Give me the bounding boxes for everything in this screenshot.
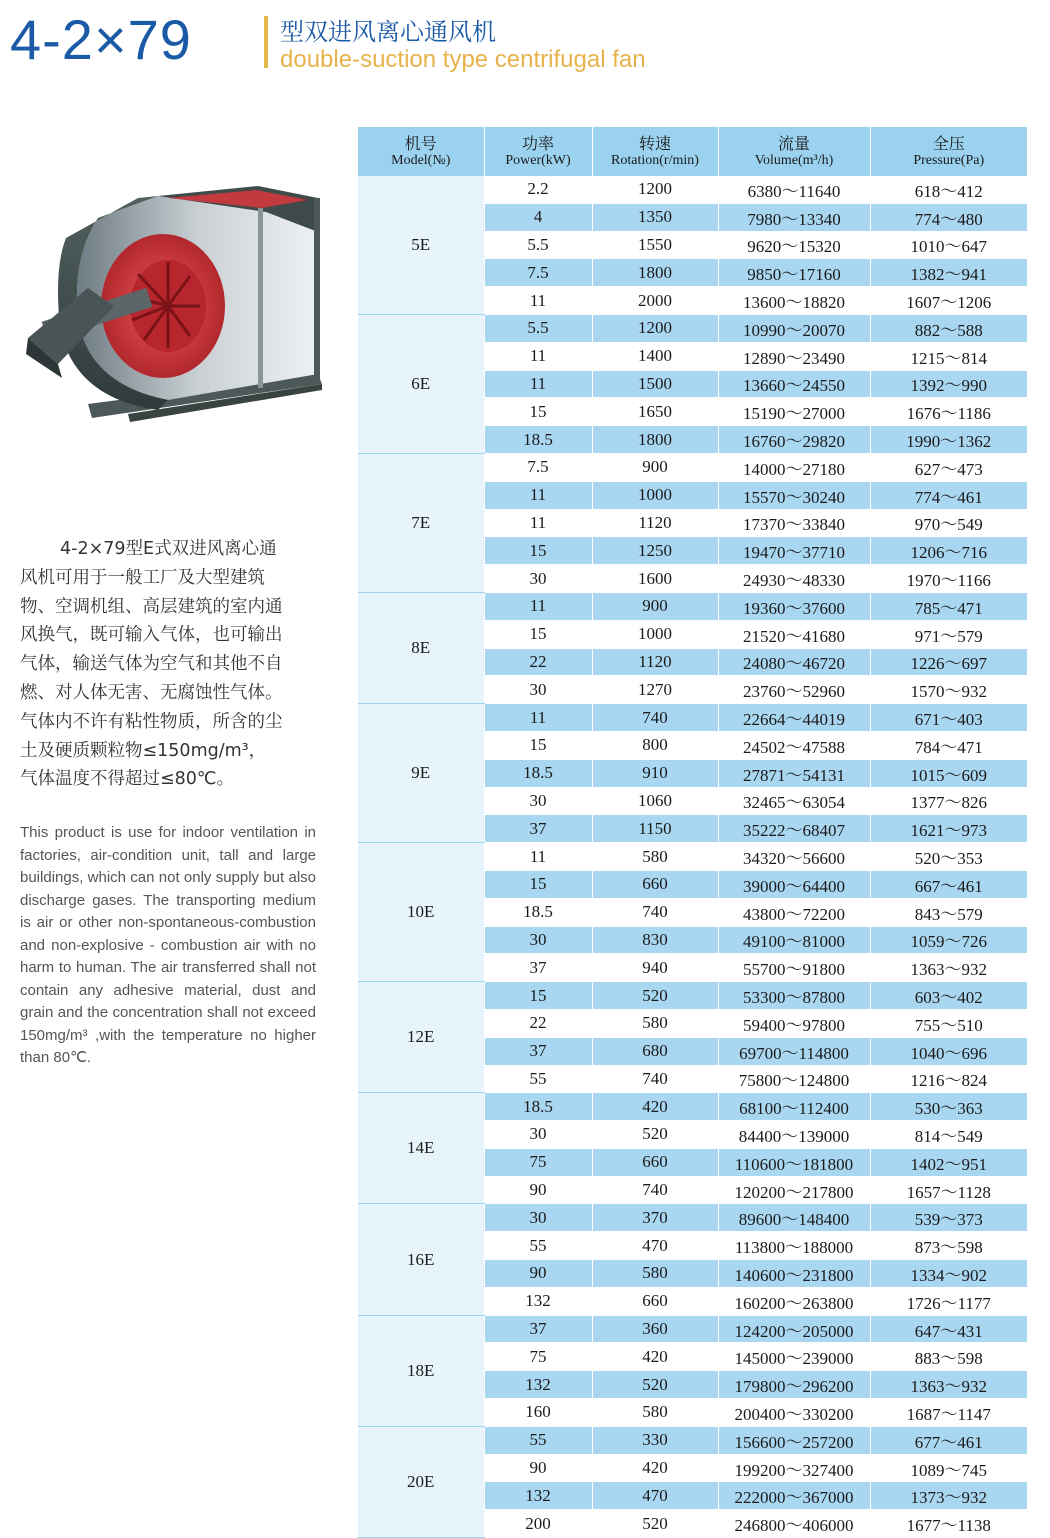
volume-cell: 13660～24550 <box>718 370 870 398</box>
pressure-cell: 971～579 <box>870 620 1027 648</box>
rotation-cell: 1120 <box>592 648 718 676</box>
power-cell: 75 <box>484 1343 592 1371</box>
pressure-cell: 1363～932 <box>870 1371 1027 1399</box>
power-cell: 18.5 <box>484 1093 592 1121</box>
pressure-cell: 603～402 <box>870 982 1027 1010</box>
header-volume <box>718 127 870 176</box>
table-row <box>358 176 1027 203</box>
rotation-cell: 520 <box>592 982 718 1010</box>
volume-cell: 24502～47588 <box>718 731 870 759</box>
power-cell: 15 <box>484 982 592 1010</box>
power-cell: 4 <box>484 203 592 231</box>
volume-cell: 32465～63054 <box>718 787 870 815</box>
header-rotation <box>592 127 718 176</box>
table-row <box>358 1204 1027 1232</box>
rotation-cell: 1270 <box>592 676 718 704</box>
model-cell: 20E <box>358 1426 484 1537</box>
header-cn: 机号 <box>404 134 437 153</box>
pressure-cell: 883～598 <box>870 1343 1027 1371</box>
volume-cell: 69700～114800 <box>718 1037 870 1065</box>
pressure-cell: 671～403 <box>870 704 1027 732</box>
pressure-cell: 647～431 <box>870 1315 1027 1343</box>
power-cell: 15 <box>484 620 592 648</box>
cn-line: 燃、对人体无害、无腐蚀性气体。 <box>20 682 283 703</box>
power-cell: 5.5 <box>484 231 592 259</box>
volume-cell: 19360～37600 <box>718 592 870 620</box>
pressure-cell: 1015～609 <box>870 759 1027 787</box>
pressure-cell: 1607～1206 <box>870 287 1027 315</box>
rotation-cell: 370 <box>592 1204 718 1232</box>
model-cell: 7E <box>358 453 484 592</box>
rotation-cell: 680 <box>592 1037 718 1065</box>
rotation-cell: 580 <box>592 1009 718 1037</box>
table-row <box>358 453 1027 481</box>
pressure-cell: 1089～745 <box>870 1454 1027 1482</box>
power-cell: 11 <box>484 287 592 315</box>
volume-cell: 199200～327400 <box>718 1454 870 1482</box>
power-cell: 90 <box>484 1176 592 1204</box>
rotation-cell: 800 <box>592 731 718 759</box>
pressure-cell: 755～510 <box>870 1009 1027 1037</box>
pressure-cell: 677～461 <box>870 1426 1027 1454</box>
volume-cell: 7980～13340 <box>718 203 870 231</box>
power-cell: 90 <box>484 1454 592 1482</box>
cn-line: 土及硬质颗粒物≤150mg/m³， <box>20 740 267 761</box>
rotation-cell: 420 <box>592 1343 718 1371</box>
power-cell: 2.2 <box>484 176 592 203</box>
volume-cell: 246800～406000 <box>718 1510 870 1538</box>
rotation-cell: 420 <box>592 1454 718 1482</box>
rotation-cell: 1200 <box>592 176 718 203</box>
power-cell: 55 <box>484 1232 592 1260</box>
pressure-cell: 1382～941 <box>870 259 1027 287</box>
rotation-cell: 1120 <box>592 509 718 537</box>
pressure-cell: 1621～973 <box>870 815 1027 843</box>
rotation-cell: 1800 <box>592 259 718 287</box>
model-title: 4-2×79 <box>10 8 192 71</box>
rotation-cell: 1550 <box>592 231 718 259</box>
rotation-cell: 1800 <box>592 426 718 454</box>
model-cell: 5E <box>358 176 484 314</box>
table-row <box>358 1426 1027 1454</box>
volume-cell: 39000～64400 <box>718 870 870 898</box>
power-cell: 11 <box>484 509 592 537</box>
pressure-cell: 774～480 <box>870 203 1027 231</box>
volume-cell: 49100～81000 <box>718 926 870 954</box>
cn-line: 气体，输送气体为空气和其他不自 <box>20 654 283 675</box>
title-divider <box>264 16 268 68</box>
rotation-cell: 1150 <box>592 815 718 843</box>
power-cell: 30 <box>484 787 592 815</box>
volume-cell: 145000～239000 <box>718 1343 870 1371</box>
pressure-cell: 1677～1138 <box>870 1510 1027 1538</box>
pressure-cell: 1226～697 <box>870 648 1027 676</box>
pressure-cell: 1392～990 <box>870 370 1027 398</box>
header-pressure <box>870 127 1027 176</box>
pressure-cell: 1334～902 <box>870 1260 1027 1288</box>
power-cell: 18.5 <box>484 759 592 787</box>
volume-cell: 6380～11640 <box>718 176 870 203</box>
pressure-cell: 873～598 <box>870 1232 1027 1260</box>
power-cell: 15 <box>484 731 592 759</box>
cn-line: 4-2×79型E式双进风离心通 <box>60 539 277 559</box>
pressure-cell: 1216～824 <box>870 1065 1027 1093</box>
table-row <box>358 592 1027 620</box>
volume-cell: 15190～27000 <box>718 398 870 426</box>
header-en: Pressure(Pa) <box>913 153 985 168</box>
power-cell: 11 <box>484 592 592 620</box>
volume-cell: 13600～18820 <box>718 287 870 315</box>
power-cell: 75 <box>484 1148 592 1176</box>
rotation-cell: 330 <box>592 1426 718 1454</box>
volume-cell: 59400～97800 <box>718 1009 870 1037</box>
volume-cell: 179800～296200 <box>718 1371 870 1399</box>
volume-cell: 110600～181800 <box>718 1148 870 1176</box>
volume-cell: 21520～41680 <box>718 620 870 648</box>
power-cell: 55 <box>484 1065 592 1093</box>
power-cell: 22 <box>484 1009 592 1037</box>
rotation-cell: 910 <box>592 759 718 787</box>
rotation-cell: 580 <box>592 1399 718 1427</box>
centrifugal-fan-illustration <box>18 178 336 430</box>
volume-cell: 53300～87800 <box>718 982 870 1010</box>
rotation-cell: 1500 <box>592 370 718 398</box>
page-header <box>10 6 810 74</box>
pressure-cell: 1570～932 <box>870 676 1027 704</box>
pressure-cell: 1970～1166 <box>870 565 1027 593</box>
pressure-cell: 1206～716 <box>870 537 1027 565</box>
model-cell: 9E <box>358 704 484 843</box>
rotation-cell: 740 <box>592 1065 718 1093</box>
rotation-cell: 470 <box>592 1232 718 1260</box>
rotation-cell: 660 <box>592 1148 718 1176</box>
rotation-cell: 580 <box>592 1260 718 1288</box>
rotation-cell: 660 <box>592 870 718 898</box>
model-cell: 6E <box>358 314 484 453</box>
volume-cell: 222000～367000 <box>718 1482 870 1510</box>
model-cell: 12E <box>358 982 484 1093</box>
power-cell: 30 <box>484 1121 592 1149</box>
volume-cell: 23760～52960 <box>718 676 870 704</box>
pressure-cell: 627～473 <box>870 453 1027 481</box>
volume-cell: 84400～139000 <box>718 1121 870 1149</box>
header-en: Model(№) <box>391 153 451 168</box>
volume-cell: 43800～72200 <box>718 898 870 926</box>
power-cell: 132 <box>484 1371 592 1399</box>
rotation-cell: 660 <box>592 1287 718 1315</box>
volume-cell: 120200～217800 <box>718 1176 870 1204</box>
rotation-cell: 470 <box>592 1482 718 1510</box>
volume-cell: 24930～48330 <box>718 565 870 593</box>
pressure-cell: 1377～826 <box>870 787 1027 815</box>
chinese-description <box>20 535 320 794</box>
power-cell: 11 <box>484 342 592 370</box>
power-cell: 11 <box>484 370 592 398</box>
volume-cell: 35222～68407 <box>718 815 870 843</box>
pressure-cell: 1657～1128 <box>870 1176 1027 1204</box>
volume-cell: 156600～257200 <box>718 1426 870 1454</box>
rotation-cell: 1060 <box>592 787 718 815</box>
rotation-cell: 520 <box>592 1121 718 1149</box>
volume-cell: 68100～112400 <box>718 1093 870 1121</box>
pressure-cell: 1010～647 <box>870 231 1027 259</box>
header-en: Volume(m³/h) <box>754 153 834 168</box>
pressure-cell: 1215～814 <box>870 342 1027 370</box>
power-cell: 11 <box>484 843 592 871</box>
model-cell: 10E <box>358 843 484 982</box>
power-cell: 11 <box>484 481 592 509</box>
rotation-cell: 520 <box>592 1510 718 1538</box>
rotation-cell: 740 <box>592 704 718 732</box>
rotation-cell: 740 <box>592 898 718 926</box>
english-title: double-suction type centrifugal fan <box>280 46 646 73</box>
power-cell: 5.5 <box>484 314 592 342</box>
cn-line: 气体内不许有粘性物质，所含的尘 <box>20 711 283 732</box>
power-cell: 11 <box>484 704 592 732</box>
volume-cell: 10990～20070 <box>718 314 870 342</box>
volume-cell: 15570～30240 <box>718 481 870 509</box>
cn-line: 风换气，既可输入气体，也可输出 <box>20 625 283 646</box>
power-cell: 37 <box>484 1315 592 1343</box>
power-cell: 200 <box>484 1510 592 1538</box>
rotation-cell: 1400 <box>592 342 718 370</box>
pressure-cell: 784～471 <box>870 731 1027 759</box>
rotation-cell: 2000 <box>592 287 718 315</box>
table-header-row <box>358 127 1027 176</box>
cn-line: 风机可用于一般工厂及大型建筑 <box>20 567 265 588</box>
volume-cell: 124200～205000 <box>718 1315 870 1343</box>
table-row <box>358 1093 1027 1121</box>
header-cn: 功率 <box>521 134 554 153</box>
pressure-cell: 1402～951 <box>870 1148 1027 1176</box>
pressure-cell: 774～461 <box>870 481 1027 509</box>
volume-cell: 24080～46720 <box>718 648 870 676</box>
volume-cell: 19470～37710 <box>718 537 870 565</box>
power-cell: 22 <box>484 648 592 676</box>
power-cell: 160 <box>484 1399 592 1427</box>
table-row <box>358 704 1027 732</box>
volume-cell: 12890～23490 <box>718 342 870 370</box>
power-cell: 15 <box>484 870 592 898</box>
volume-cell: 75800～124800 <box>718 1065 870 1093</box>
rotation-cell: 900 <box>592 453 718 481</box>
cn-line: 气体温度不得超过≤80℃。 <box>20 769 235 790</box>
model-cell: 18E <box>358 1315 484 1426</box>
pressure-cell: 530～363 <box>870 1093 1027 1121</box>
rotation-cell: 360 <box>592 1315 718 1343</box>
volume-cell: 113800～188000 <box>718 1232 870 1260</box>
pressure-cell: 814～549 <box>870 1121 1027 1149</box>
power-cell: 132 <box>484 1287 592 1315</box>
table-body <box>358 176 1027 1538</box>
power-cell: 30 <box>484 1204 592 1232</box>
power-cell: 37 <box>484 1037 592 1065</box>
power-cell: 7.5 <box>484 259 592 287</box>
volume-cell: 140600～231800 <box>718 1260 870 1288</box>
power-cell: 18.5 <box>484 898 592 926</box>
rotation-cell: 900 <box>592 592 718 620</box>
model-cell: 8E <box>358 592 484 703</box>
header-cn: 转速 <box>638 134 671 153</box>
power-cell: 30 <box>484 676 592 704</box>
power-cell: 15 <box>484 537 592 565</box>
pressure-cell: 1373～932 <box>870 1482 1027 1510</box>
pressure-cell: 785～471 <box>870 592 1027 620</box>
rotation-cell: 580 <box>592 843 718 871</box>
pressure-cell: 539～373 <box>870 1204 1027 1232</box>
power-cell: 37 <box>484 815 592 843</box>
volume-cell: 9620～15320 <box>718 231 870 259</box>
rotation-cell: 1250 <box>592 537 718 565</box>
volume-cell: 16760～29820 <box>718 426 870 454</box>
header-cn: 全压 <box>932 134 965 153</box>
power-cell: 30 <box>484 565 592 593</box>
power-cell: 7.5 <box>484 453 592 481</box>
volume-cell: 9850～17160 <box>718 259 870 287</box>
power-cell: 37 <box>484 954 592 982</box>
pressure-cell: 1363～932 <box>870 954 1027 982</box>
rotation-cell: 830 <box>592 926 718 954</box>
power-cell: 90 <box>484 1260 592 1288</box>
rotation-cell: 1600 <box>592 565 718 593</box>
rotation-cell: 1650 <box>592 398 718 426</box>
pressure-cell: 1687～1147 <box>870 1399 1027 1427</box>
table-row <box>358 982 1027 1010</box>
volume-cell: 55700～91800 <box>718 954 870 982</box>
rotation-cell: 1000 <box>592 620 718 648</box>
model-cell: 16E <box>358 1204 484 1315</box>
volume-cell: 14000～27180 <box>718 453 870 481</box>
pressure-cell: 843～579 <box>870 898 1027 926</box>
pressure-cell: 970～549 <box>870 509 1027 537</box>
power-cell: 132 <box>484 1482 592 1510</box>
table-row <box>358 843 1027 871</box>
power-cell: 55 <box>484 1426 592 1454</box>
rotation-cell: 1200 <box>592 314 718 342</box>
chinese-title: 型双进风离心通风机 <box>280 18 496 46</box>
pressure-cell: 1990～1362 <box>870 426 1027 454</box>
english-description: This product is use for indoor ventilation in factories, air-condition unit, tall and large buildings, which can not only supply but also discharge gases. The transporting medium is air or other non-spontaneous-combustion and non-explosive - combustion air with no harm to human. The air transferred shall not contain any adhesive material, dust and grain and the concentration shall not exceed 150mg/m³ ,with the temperature no higher than 80℃. <box>20 824 316 1066</box>
rotation-cell: 1350 <box>592 203 718 231</box>
volume-cell: 89600～148400 <box>718 1204 870 1232</box>
pressure-cell: 1726～1177 <box>870 1287 1027 1315</box>
volume-cell: 17370～33840 <box>718 509 870 537</box>
rotation-cell: 1000 <box>592 481 718 509</box>
volume-cell: 160200～263800 <box>718 1287 870 1315</box>
volume-cell: 200400～330200 <box>718 1399 870 1427</box>
header-en: Rotation(r/min) <box>611 153 699 168</box>
pressure-cell: 1040～696 <box>870 1037 1027 1065</box>
volume-cell: 22664～44019 <box>718 704 870 732</box>
rotation-cell: 420 <box>592 1093 718 1121</box>
pressure-cell: 882～588 <box>870 314 1027 342</box>
power-cell: 18.5 <box>484 426 592 454</box>
pressure-cell: 667～461 <box>870 870 1027 898</box>
pressure-cell: 1676～1186 <box>870 398 1027 426</box>
pressure-cell: 520～353 <box>870 843 1027 871</box>
pressure-cell: 1059～726 <box>870 926 1027 954</box>
table-row <box>358 314 1027 342</box>
model-cell: 14E <box>358 1093 484 1204</box>
pressure-cell: 618～412 <box>870 176 1027 203</box>
volume-cell: 34320～56600 <box>718 843 870 871</box>
fan-spec-table <box>358 127 1027 1538</box>
power-cell: 30 <box>484 926 592 954</box>
header-model <box>358 127 484 176</box>
header-en: Power(kW) <box>505 153 571 168</box>
cn-line: 物、空调机组、高层建筑的室内通 <box>20 596 283 617</box>
volume-cell: 27871～54131 <box>718 759 870 787</box>
rotation-cell: 520 <box>592 1371 718 1399</box>
table-row <box>358 1315 1027 1343</box>
rotation-cell: 940 <box>592 954 718 982</box>
header-power <box>484 127 592 176</box>
power-cell: 15 <box>484 398 592 426</box>
rotation-cell: 740 <box>592 1176 718 1204</box>
header-cn: 流量 <box>777 134 810 153</box>
